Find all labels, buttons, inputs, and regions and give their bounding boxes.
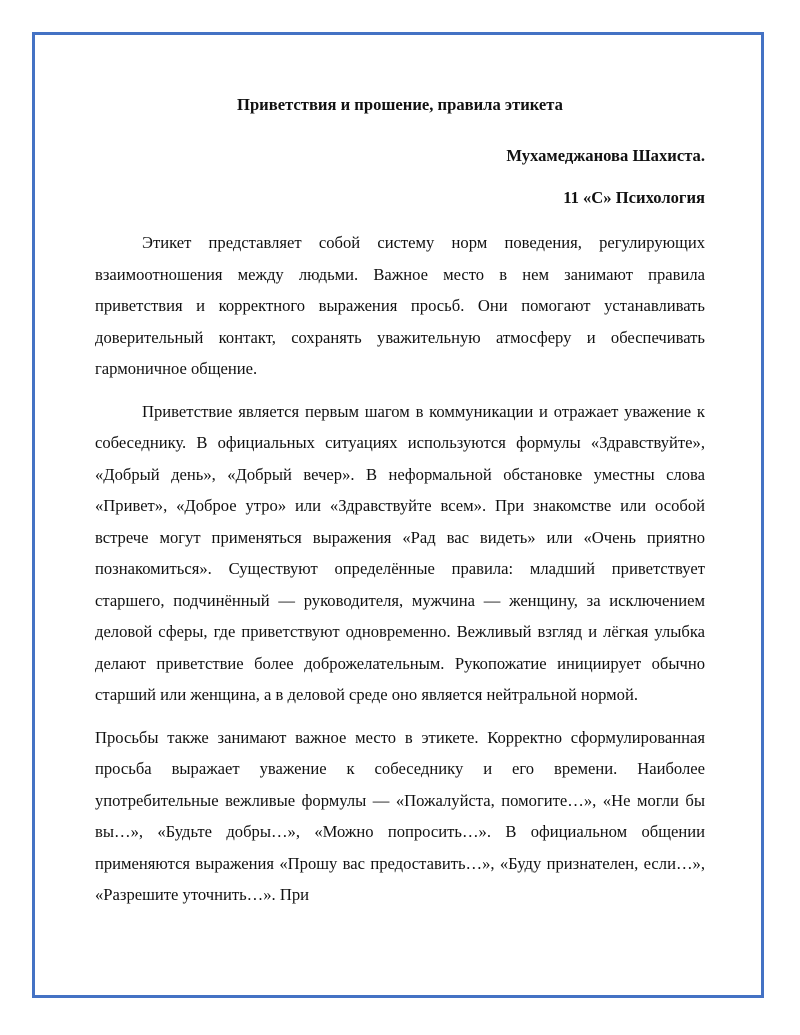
document-title: Приветствия и прошение, правила этикета [237,95,563,114]
paragraph-requests: Просьбы также занимают важное место в этикете. Корректно сформулированная просьба выражает уважение к собеседнику и его времени. Наиболее употребительные вежливые формулы — «Пожалуйста, помогите…», «Не могли бы вы…», «Будьте добры…», «Можно попросить…». В официальном общении применяются выражения «Прошу вас предоставить…», «Буду признателен, если…», «Разрешите уточнить…». При [95,727,705,904]
author-name: Мухамеджанова Шахиста. [506,146,705,165]
class-group: 11 «С» Психология [563,188,705,207]
document-body [95,92,705,922]
paragraph-intro: Этикет представляет собой систему норм поведения, регулирующих взаимоотношения между людьми. Важное место в нем занимают правила приветствия и корректного выражения просьб. Они помогают устанавливать доверительный контакт, сохранять уважительную атмосферу и обеспечивать гармоничное общение. [95,233,705,378]
paragraph-greetings: Приветствие является первым шагом в коммуникации и отражает уважение к собеседнику. В официальных ситуациях используются формулы «Здравствуйте», «Добрый день», «Добрый вечер». В неформальной обстановке уместны слова «Привет», «Доброе утро» или «Здравствуйте всем». При знакомстве или особой встрече могут применяться выражения «Рад вас видеть» или «Очень приятно познакомиться». Существуют определённые правила: младший приветствует старшего, подчинённый — руководителя, мужчина — женщину, за исключением деловой сферы, где приветствуют одновременно. Вежливый взгляд и лёгкая улыбка делают приветствие более доброжелательным. Рукопожатие инициирует обычно старший или женщина, а в деловой среде оно является нейтральной нормой. [95,401,705,704]
